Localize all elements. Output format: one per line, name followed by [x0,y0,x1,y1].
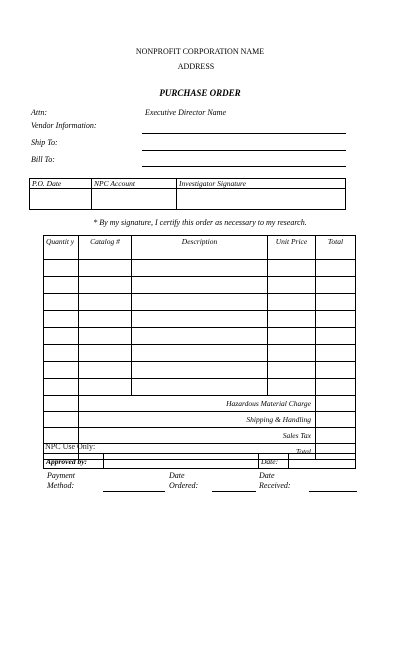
unit-price-cell[interactable] [268,311,316,328]
bill-to-line[interactable] [142,166,346,167]
bill-to-label: Bill To: [31,155,55,164]
table-row [44,311,356,328]
quantity-cell[interactable] [44,412,79,428]
total-cell[interactable] [316,294,356,311]
total-cell[interactable] [316,362,356,379]
vendor-info-label: Vendor Information: [31,121,97,130]
approved-by-label: Approved by: [44,454,104,469]
date-received-label [259,471,291,491]
received-label-line1: Date [259,471,275,480]
org-address: ADDRESS [177,62,215,71]
total-cell[interactable] [316,379,356,396]
investigator-signature-cell[interactable] [177,189,346,210]
grand-total-label: Total [79,444,316,460]
quantity-cell[interactable] [44,396,79,412]
unit-price-header: Unit Price [268,236,316,260]
catalog-cell[interactable] [79,294,132,311]
table-row [44,379,356,396]
catalog-cell[interactable] [79,260,132,277]
quantity-header: Quantit y [44,236,79,260]
total-cell[interactable] [316,328,356,345]
total-header: Total [316,236,356,260]
description-cell[interactable] [132,345,268,362]
catalog-cell[interactable] [79,328,132,345]
unit-price-cell[interactable] [268,277,316,294]
npc-use-only-label: NPC Use Only: [45,442,96,451]
catalog-cell[interactable] [79,379,132,396]
description-cell[interactable] [132,260,268,277]
table-row [44,345,356,362]
unit-price-cell[interactable] [268,345,316,362]
document-title: PURCHASE ORDER [159,88,241,98]
unit-price-cell[interactable] [268,260,316,277]
certification-note: * By my signature, I certify this order as necessary to my research. [93,218,307,227]
approved-by-field[interactable] [104,454,259,469]
received-label-line2: Received: [259,481,291,490]
catalog-header: Catalog # [79,236,132,260]
total-cell[interactable] [316,345,356,362]
npc-account-header: NPC Account [92,179,177,189]
po-date-header: P.O. Date [30,179,92,189]
shipping-handling-row [44,412,356,428]
description-cell[interactable] [132,277,268,294]
unit-price-cell[interactable] [268,379,316,396]
date-ordered-label [169,471,198,491]
ordered-label-line1: Date [169,471,185,480]
payment-method-label [47,471,75,491]
date-ordered-line[interactable] [212,491,256,492]
table-row [44,294,356,311]
unit-price-cell[interactable] [268,328,316,345]
catalog-cell[interactable] [79,362,132,379]
npc-account-cell[interactable] [92,189,177,210]
po-date-cell[interactable] [30,189,92,210]
quantity-cell[interactable] [44,277,79,294]
quantity-cell[interactable] [44,260,79,277]
table-row [44,277,356,294]
hazardous-charge-row [44,396,356,412]
quantity-cell[interactable] [44,328,79,345]
investigator-signature-header: Investigator Signature [177,179,346,189]
description-cell[interactable] [132,379,268,396]
ship-to-label: Ship To: [31,138,58,147]
description-cell[interactable] [132,294,268,311]
hazardous-charge-value[interactable] [316,396,356,412]
date-received-line[interactable] [309,491,357,492]
signature-table [29,178,346,210]
hazardous-charge-label: Hazardous Material Charge [79,396,316,412]
items-table [43,235,356,460]
vendor-info-line[interactable] [142,133,346,134]
approval-table [43,453,356,469]
catalog-cell[interactable] [79,345,132,362]
shipping-handling-value[interactable] [316,412,356,428]
payment-label-line2: Method: [47,481,75,490]
description-header: Description [132,236,268,260]
attn-label: Attn: [31,108,47,117]
catalog-cell[interactable] [79,311,132,328]
quantity-cell[interactable] [44,294,79,311]
date-label: Date: [259,454,289,469]
table-row [44,362,356,379]
table-row [44,260,356,277]
date-field[interactable] [289,454,356,469]
ship-to-line[interactable] [142,150,346,151]
sales-tax-label: Sales Tax [79,428,316,444]
sales-tax-value[interactable] [316,428,356,444]
total-cell[interactable] [316,277,356,294]
attn-value[interactable]: Executive Director Name [145,108,227,117]
catalog-cell[interactable] [79,277,132,294]
unit-price-cell[interactable] [268,362,316,379]
total-cell[interactable] [316,260,356,277]
payment-label-line1: Payment [47,471,75,480]
quantity-cell[interactable] [44,379,79,396]
org-name: NONPROFIT CORPORATION NAME [135,47,265,56]
shipping-handling-label: Shipping & Handling [79,412,316,428]
table-row [44,328,356,345]
quantity-cell[interactable] [44,311,79,328]
quantity-cell[interactable] [44,362,79,379]
total-cell[interactable] [316,311,356,328]
description-cell[interactable] [132,362,268,379]
ordered-label-line2: Ordered: [169,481,199,490]
quantity-cell[interactable] [44,345,79,362]
description-cell[interactable] [132,311,268,328]
description-cell[interactable] [132,328,268,345]
payment-method-line[interactable] [103,491,165,492]
unit-price-cell[interactable] [268,294,316,311]
